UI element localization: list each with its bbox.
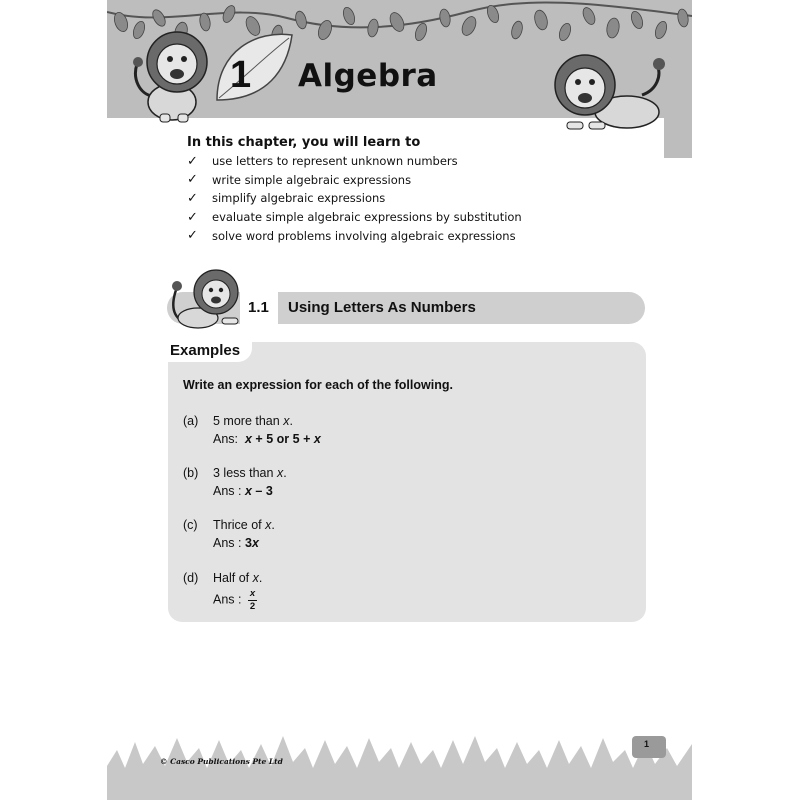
list-item: ✓ solve word problems involving algebraic expressions [187, 228, 516, 244]
examples-label: Examples [170, 342, 241, 359]
example-item: (a) 5 more than x. Ans: x + 5 or 5 + x [183, 414, 321, 446]
learning-objectives-list [187, 152, 522, 245]
check-icon: ✓ [187, 172, 198, 188]
example-answer: Ans : 3x [213, 536, 259, 550]
examples-instruction: Write an expression for each of the following. [183, 378, 453, 392]
check-icon: ✓ [187, 190, 198, 206]
section-number: 1.1 [248, 299, 269, 316]
learning-objectives-heading: In this chapter, you will learn to [187, 135, 421, 150]
section-title: Using Letters As Numbers [288, 299, 476, 316]
chapter-title: Algebra [298, 58, 438, 94]
example-answer: Ans : $\frac{x}{2}$ [213, 588, 256, 612]
check-icon: ✓ [187, 209, 198, 225]
copyright-notice: © Casco Publications Pte Ltd [160, 757, 283, 766]
lion-icon-small [168, 268, 243, 330]
list-item: ✓ simplify algebraic expressions [187, 190, 386, 206]
lion-illustration-right [547, 50, 677, 140]
example-item: (b) 3 less than x. Ans : x – 3 [183, 466, 287, 498]
chapter-number: 1 [230, 54, 252, 96]
example-item: (d) Half of x. Ans : $\frac{x}{2}$ [183, 571, 263, 612]
list-item: ✓ use letters to represent unknown numbers [187, 153, 458, 169]
fraction-answer: $\frac{x}{2}$ [249, 588, 256, 612]
example-answer: Ans : x – 3 [213, 484, 273, 498]
list-item: ✓ write simple algebraic expressions [187, 172, 412, 188]
check-icon: ✓ [187, 228, 198, 244]
list-item: ✓ evaluate simple algebraic expressions by substitution [187, 209, 522, 225]
page-number: 1 [644, 739, 650, 749]
example-item: (c) Thrice of x. Ans : 3x [183, 518, 275, 550]
check-icon: ✓ [187, 153, 198, 169]
example-answer: Ans: x + 5 or 5 + x [213, 432, 321, 446]
lion-illustration-left [132, 24, 222, 124]
